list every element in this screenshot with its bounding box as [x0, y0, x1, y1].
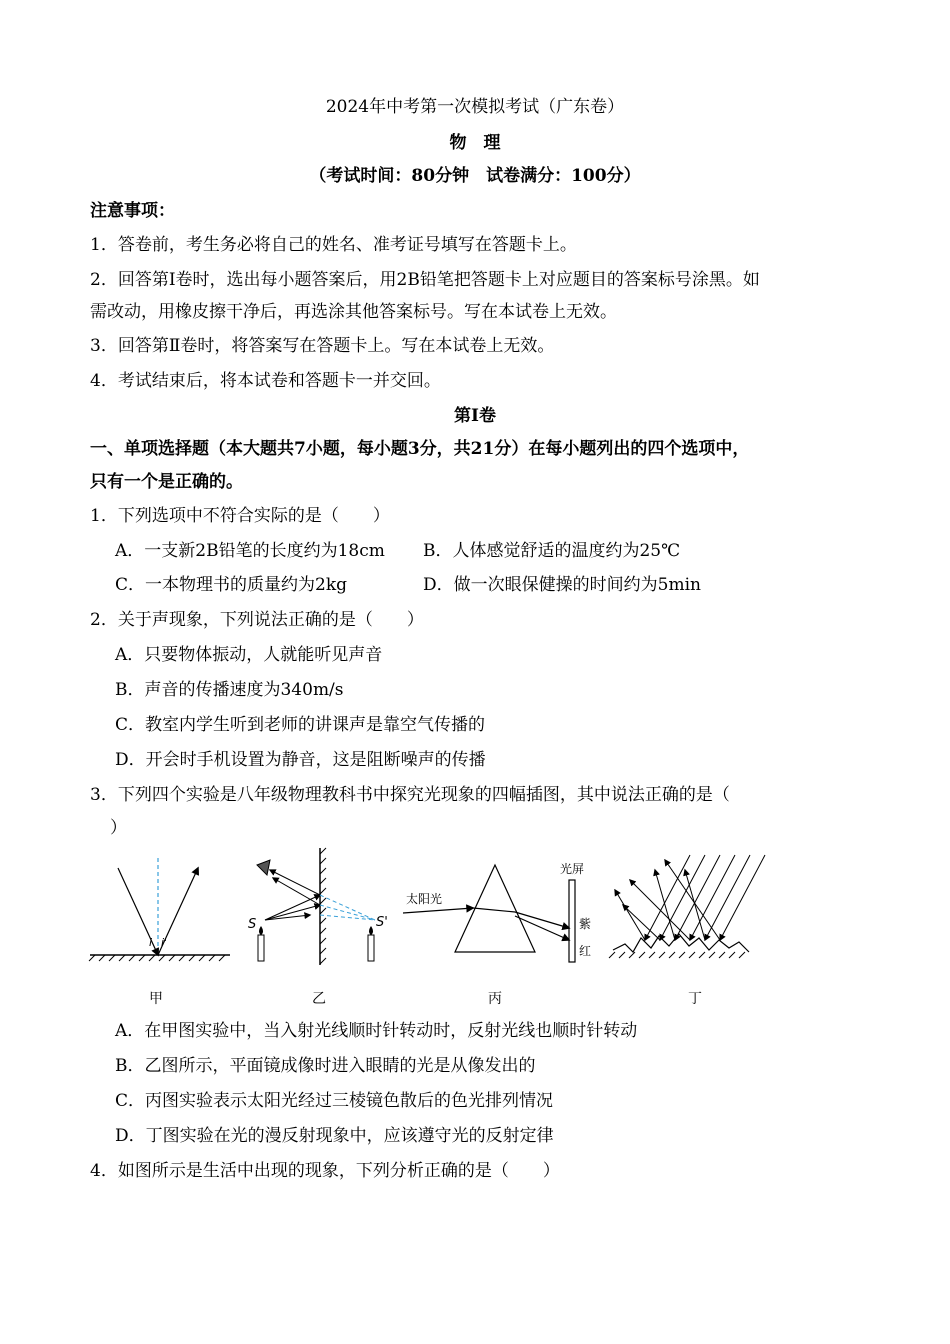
caption-jia: 甲: [149, 991, 163, 1007]
notice-item: 2．回答第Ⅰ卷时，选出每小题答案后，用2B铅笔把答题卡上对应题目的答案标号涂黑。如: [90, 270, 760, 290]
option-c: C．教室内学生听到老师的讲课声是靠空气传播的: [115, 715, 486, 735]
question-stem-cont: ）: [110, 818, 127, 838]
section-heading-cont: 只有一个是正确的。: [90, 472, 243, 492]
option-b: B．人体感觉舒适的温度约为25℃: [423, 541, 681, 561]
option-d: D．丁图实验在光的漫反射现象中，应该遵守光的反射定律: [115, 1126, 554, 1146]
subject-title: 物 理: [449, 133, 501, 153]
violet-label: 紫: [579, 917, 592, 931]
red-label: 红: [579, 944, 592, 958]
option-d: D．开会时手机设置为静音，这是阻断噪声的传播: [115, 750, 486, 770]
option-a: A．在甲图实验中，当入射光线顺时针转动时，反射光线也顺时针转动: [115, 1021, 638, 1041]
exam-title: 2024年中考第一次模拟考试（广东卷）: [325, 97, 625, 117]
option-d: D．做一次眼保健操的时间约为5min: [423, 575, 701, 595]
figure-ding-diffuse-reflection: [609, 855, 765, 958]
source-label: S: [248, 917, 257, 932]
caption-ding: 丁: [688, 991, 702, 1007]
question-stem: 3．下列四个实验是八年级物理教科书中探究光现象的四幅插图，其中说法正确的是（: [90, 785, 730, 805]
option-c: C．丙图实验表示太阳光经过三棱镜色散后的色光排列情况: [115, 1091, 554, 1111]
caption-bing: 丙: [488, 991, 502, 1007]
caption-yi: 乙: [312, 991, 326, 1007]
screen-label: 光屏: [560, 862, 585, 876]
notice-item: 4．考试结束后，将本试卷和答题卡一并交回。: [90, 371, 441, 391]
eye-icon: [257, 860, 270, 875]
notice-item: 需改动，用橡皮擦干净后，再选涂其他答案标号。写在本试卷上无效。: [90, 302, 617, 322]
angle-i-label: i: [149, 936, 153, 949]
volume-title: 第Ⅰ卷: [454, 406, 496, 426]
screen: [569, 880, 575, 962]
light-experiments-figure: [85, 840, 785, 1010]
notice-item: 3．回答第Ⅱ卷时，将答案写在答题卡上。写在本试卷上无效。: [90, 336, 555, 356]
question-stem: 2．关于声现象，下列说法正确的是（ ）: [90, 610, 424, 630]
figure-bing-prism: [403, 861, 591, 962]
angle-i-prime-label: i': [161, 936, 168, 949]
option-b: B．声音的传播速度为340m/s: [115, 680, 344, 700]
option-a: A．只要物体振动，人就能听见声音: [115, 645, 383, 665]
option-a: A．一支新2B铅笔的长度约为18cm: [115, 541, 385, 561]
figure-jia-reflection: [89, 858, 230, 961]
figure-yi-plane-mirror: [248, 848, 388, 965]
sunlight-label: 太阳光: [406, 892, 443, 906]
exam-info: （考试时间：80分钟 试卷满分：100分）: [309, 166, 641, 186]
notice-heading: 注意事项：: [90, 201, 175, 221]
option-c: C．一本物理书的质量约为2kg: [115, 575, 348, 595]
question-stem: 4．如图所示是生活中出现的现象，下列分析正确的是（ ）: [90, 1161, 560, 1181]
image-label: S': [376, 915, 388, 930]
section-heading: 一、单项选择题（本大题共7小题，每小题3分，共21分）在每小题列出的四个选项中，: [90, 439, 750, 459]
option-b: B．乙图所示，平面镜成像时进入眼睛的光是从像发出的: [115, 1056, 536, 1076]
notice-item: 1．答卷前，考生务必将自己的姓名、准考证号填写在答题卡上。: [90, 235, 577, 255]
question-stem: 1．下列选项中不符合实际的是（ ）: [90, 506, 390, 526]
